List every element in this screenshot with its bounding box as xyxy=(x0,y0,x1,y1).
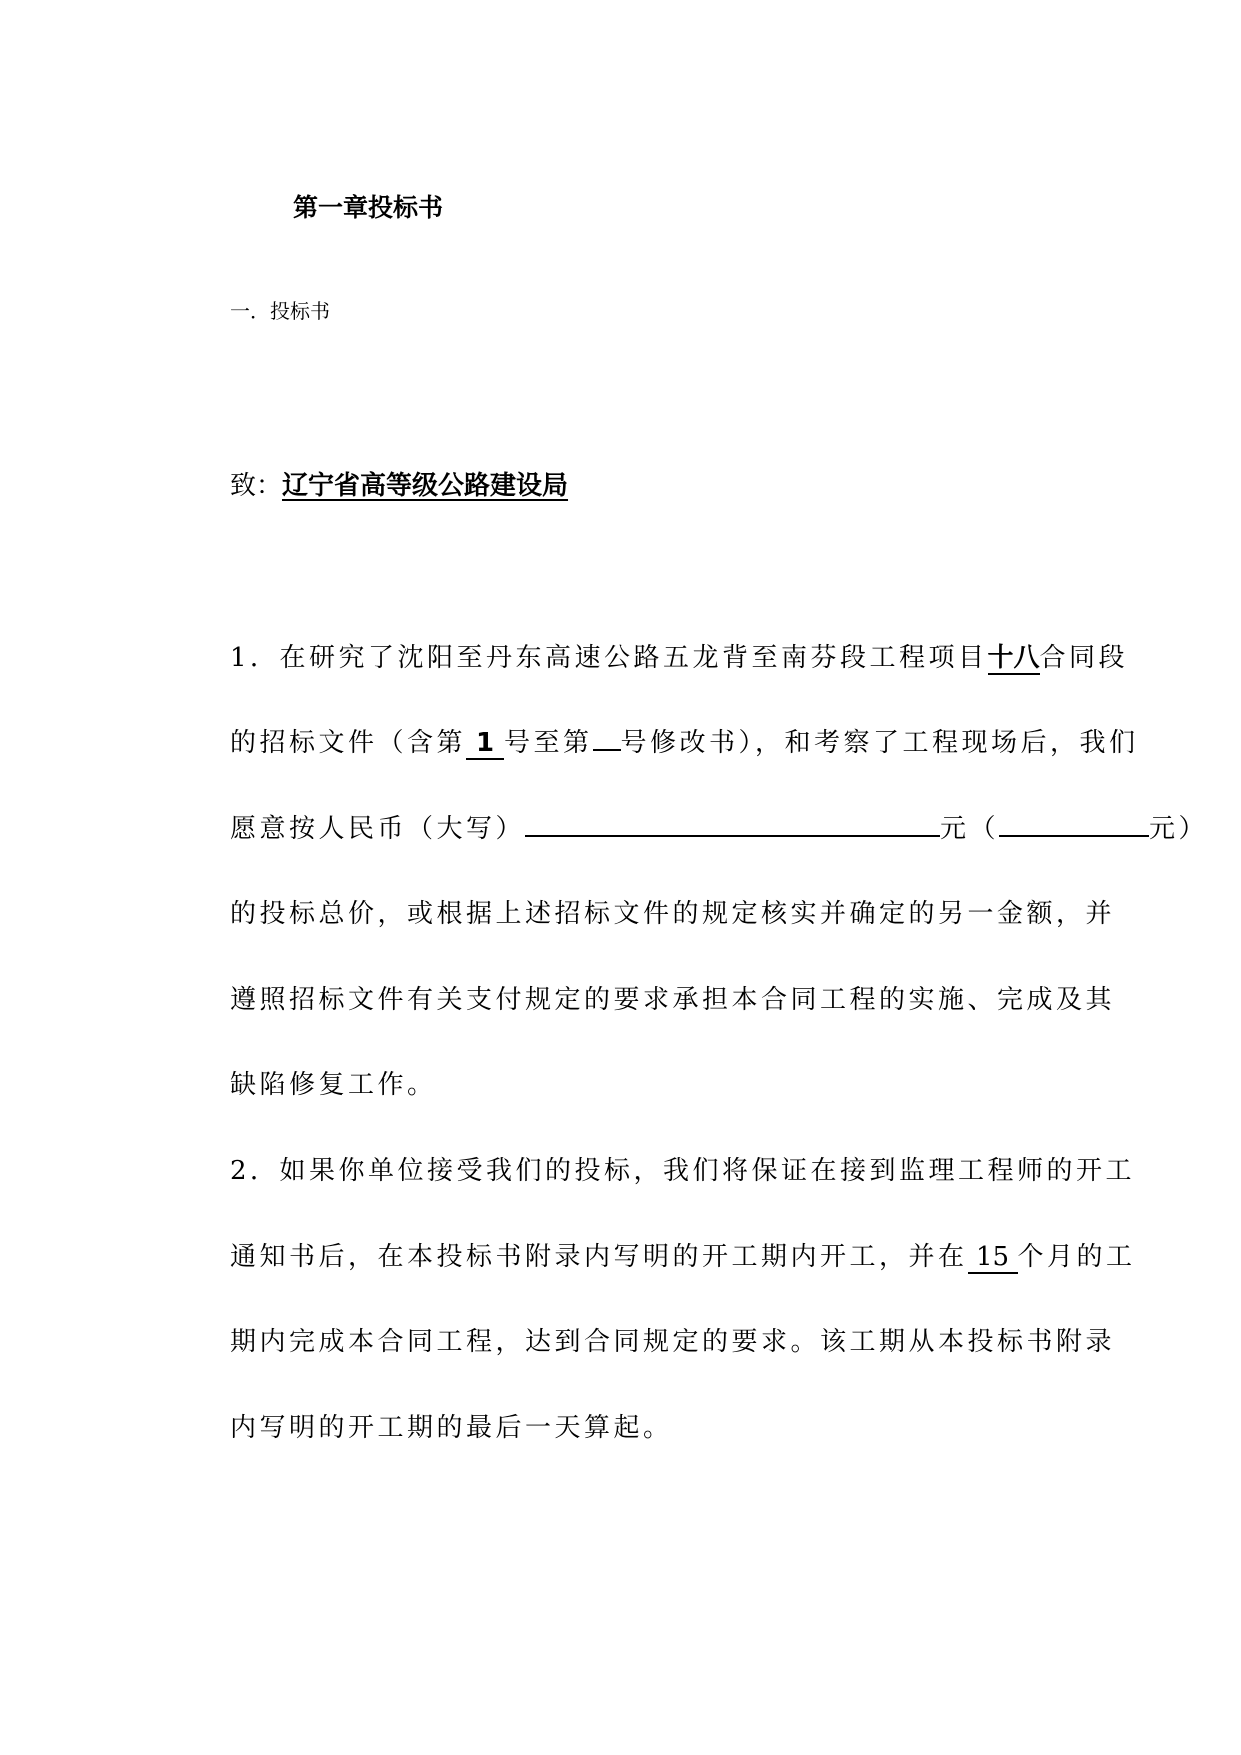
amendment-to-field xyxy=(593,723,621,751)
text-segment: 的招标文件（含第 xyxy=(230,728,467,758)
paragraph-2-line-2 xyxy=(230,1236,1136,1274)
addressee-label: 致： xyxy=(230,471,283,501)
text-segment: 通知书后，在本投标书附录内写明的开工期内开工，并在 xyxy=(230,1242,968,1272)
text-segment: 1．在研究了沈阳至丹东高速公路五龙背至南芬段工程项目 xyxy=(230,643,988,673)
paragraph-1-line-6: 缺陷修复工作。 xyxy=(230,1070,437,1100)
paragraph-1-line-4: 的投标总价，或根据上述招标文件的规定核实并确定的另一金额，并 xyxy=(230,899,1116,929)
paragraph-2-line-4: 内写明的开工期的最后一天算起。 xyxy=(230,1413,673,1443)
text-segment: 愿意按人民币（大写） xyxy=(230,814,526,844)
paragraph-1-line-2 xyxy=(230,722,1139,760)
section-heading: 一．投标书 xyxy=(230,299,330,323)
contract-section-field: 十八 xyxy=(987,643,1040,673)
text-segment: 号修改书），和考察了工程现场后，我们 xyxy=(620,728,1139,758)
paragraph-2-line-1: 2．如果你单位接受我们的投标，我们将保证在接到监理工程师的开工 xyxy=(230,1156,1136,1186)
text-segment: 个月的工 xyxy=(1017,1242,1136,1272)
duration-months-field: 15 xyxy=(968,1244,1018,1274)
amount-in-words-field xyxy=(525,809,940,837)
addressee-name: 辽宁省高等级公路建设局 xyxy=(282,471,569,501)
chapter-title: 第一章投标书 xyxy=(293,193,444,222)
addressee-line xyxy=(230,465,568,502)
paragraph-1-line-1 xyxy=(230,637,1128,675)
amount-in-figures-field xyxy=(999,809,1149,837)
amendment-from-field: 1 xyxy=(466,730,504,760)
paragraph-1-line-3 xyxy=(230,808,1208,845)
text-segment: 元（ xyxy=(940,814,1000,844)
text-segment: 元） xyxy=(1149,814,1209,844)
text-segment: 号至第 xyxy=(504,728,593,758)
paragraph-2-line-3: 期内完成本合同工程，达到合同规定的要求。该工期从本投标书附录 xyxy=(230,1327,1116,1357)
paragraph-1-line-5: 遵照招标文件有关支付规定的要求承担本合同工程的实施、完成及其 xyxy=(230,985,1116,1015)
text-segment: 合同段 xyxy=(1039,643,1129,673)
